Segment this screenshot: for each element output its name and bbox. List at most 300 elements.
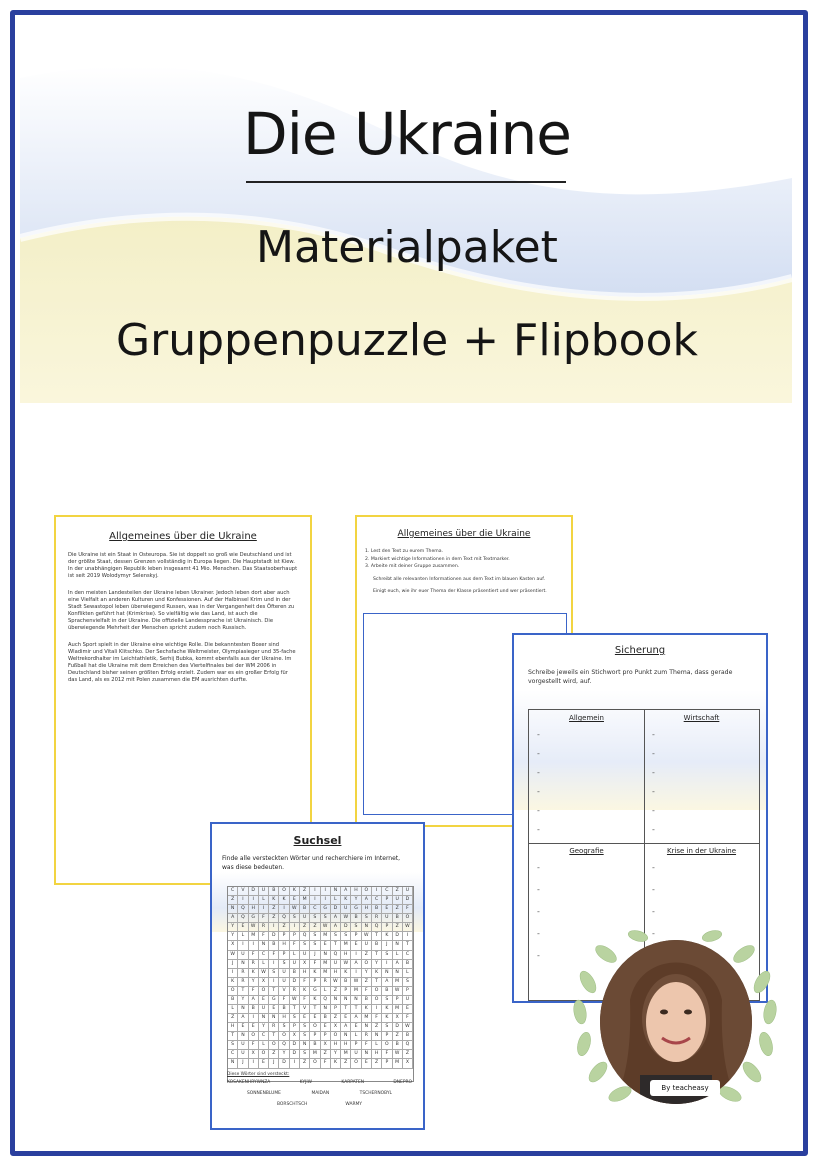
- grid-cell: D: [393, 1023, 403, 1031]
- grid-cell: D: [341, 923, 351, 931]
- grid-cell: K: [341, 969, 351, 977]
- grid-cell: M: [321, 960, 331, 968]
- grid-cell: I: [372, 887, 382, 895]
- grid-row: [228, 914, 413, 923]
- grid-cell: D: [393, 932, 403, 940]
- grid-cell: N: [372, 1032, 382, 1040]
- grid-cell: A: [341, 887, 351, 895]
- hidden-word: DNEPRO: [393, 1080, 412, 1085]
- paragraph: In den meisten Landesteilen der Ukraine leben Ukrainer. Jedoch leben dort aber auch eine Vielfalt an anderen Kulturen und Konfessionen. Auf der Halbinsel Krim und in der Stadt Sewastopol leben überwiegend Russen, was in der Vergangenheit des Öfteren zu Konflikten geführt hat (Krimkrise). So vielfältig wie das Land, ist auch die Sprachenvielfalt in der Ukraine. Die offizielle Landessprache ist Ukrainisch. Die überwiegende Mehrheit der Menschen spricht zudem noch Russisch.: [68, 590, 295, 631]
- grid-cell: E: [238, 1023, 248, 1031]
- grid-row: [228, 896, 413, 905]
- dash-bullet: -: [537, 863, 540, 872]
- dash-bullet: -: [652, 749, 655, 758]
- grid-cell: I: [238, 896, 248, 904]
- page-subtitle-2: Gruppenpuzzle + Flipbook: [116, 315, 698, 366]
- hidden-word: KARPATEN: [341, 1080, 365, 1085]
- grid-cell: S: [321, 914, 331, 922]
- grid-cell: A: [393, 960, 403, 968]
- grid-cell: X: [300, 960, 310, 968]
- grid-cell: J: [310, 951, 320, 959]
- grid-cell: C: [228, 887, 238, 895]
- grid-header: Krise in der Ukraine: [666, 847, 737, 855]
- grid-cell: Q: [321, 996, 331, 1004]
- sheet-title: Suchsel: [293, 834, 342, 847]
- grid-cell: T: [269, 1032, 279, 1040]
- grid-cell: T: [238, 987, 248, 995]
- grid-cell: B: [310, 1041, 320, 1049]
- grid-cell: P: [310, 1032, 320, 1040]
- grid-cell: V: [238, 887, 248, 895]
- instruction: Einigt euch, wie ihr euer Thema der Klasse präsentiert und wer präsentiert.: [373, 589, 547, 594]
- grid-cell: Z: [331, 987, 341, 995]
- grid-cell: O: [310, 1059, 320, 1067]
- grid-cell: Q: [279, 914, 289, 922]
- paragraph: Die Ukraine ist ein Staat in Osteuropa. Sie ist doppelt so groß wie Deutschland und ist der größte Staat, dessen Grenzen vollständig in Europa liegen. Die Hauptstadt ist Kiew. In der unabhängigen Republik leben insgesamt 41 Mio. Menschen. Das Staatsoberhaupt ist seit 2019 Wolodymyr Selenskyj.: [68, 552, 298, 579]
- dash-bullet: -: [652, 806, 655, 815]
- grid-header: Wirtschaft: [683, 714, 720, 722]
- grid-cell: J: [269, 1059, 279, 1067]
- grid-cell: H: [228, 1023, 238, 1031]
- grid-cell: S: [362, 914, 372, 922]
- grid-cell: F: [269, 951, 279, 959]
- grid-cell: P: [321, 1032, 331, 1040]
- grid-cell: N: [321, 951, 331, 959]
- grid-cell: Z: [403, 1050, 413, 1058]
- grid-cell: I: [321, 887, 331, 895]
- grid-cell: U: [403, 996, 413, 1004]
- grid-cell: M: [393, 978, 403, 986]
- grid-cell: B: [372, 941, 382, 949]
- grid-cell: K: [310, 969, 320, 977]
- grid-cell: K: [249, 969, 259, 977]
- grid-header: Geografie: [569, 847, 604, 855]
- grid-cell: Z: [269, 905, 279, 913]
- grid-cell: I: [279, 905, 289, 913]
- grid-cell: I: [269, 978, 279, 986]
- grid-cell: V: [300, 1005, 310, 1013]
- grid-cell: S: [341, 932, 351, 940]
- grid-cell: A: [249, 996, 259, 1004]
- grid-cell: F: [300, 978, 310, 986]
- grid-cell: Z: [321, 1050, 331, 1058]
- word-row: [227, 1080, 412, 1085]
- grid-cell: P: [331, 1005, 341, 1013]
- grid-cell: F: [290, 941, 300, 949]
- hidden-word: WARMY: [345, 1102, 362, 1107]
- grid-cell: C: [228, 1050, 238, 1058]
- grid-cell: H: [331, 969, 341, 977]
- grid-cell: F: [372, 1014, 382, 1022]
- grid-cell: N: [228, 1059, 238, 1067]
- grid-cell: M: [321, 969, 331, 977]
- grid-cell: F: [403, 905, 413, 913]
- grid-cell: O: [372, 987, 382, 995]
- page-subtitle: Materialpaket: [256, 222, 558, 273]
- grid-cell: D: [403, 896, 413, 904]
- grid-cell: E: [249, 1023, 259, 1031]
- grid-cell: O: [382, 1041, 392, 1049]
- grid-cell: U: [259, 1005, 269, 1013]
- grid-cell: F: [259, 914, 269, 922]
- grid-cell: W: [341, 960, 351, 968]
- grid-row: [228, 996, 413, 1005]
- grid-cell: I: [310, 887, 320, 895]
- grid-cell: C: [310, 905, 320, 913]
- grid-cell: B: [279, 1005, 289, 1013]
- word-row: [227, 1091, 412, 1096]
- grid-cell: S: [300, 1050, 310, 1058]
- grid-cell: P: [382, 896, 392, 904]
- word-search-grid: [227, 886, 414, 1082]
- hidden-word: KYJIW: [299, 1080, 313, 1085]
- grid-cell: P: [382, 1059, 392, 1067]
- grid-cell: S: [269, 969, 279, 977]
- grid-cell: Z: [393, 1032, 403, 1040]
- grid-cell: S: [290, 1014, 300, 1022]
- grid-cell: L: [238, 932, 248, 940]
- grid-cell: D: [269, 932, 279, 940]
- grid-cell: F: [279, 996, 289, 1004]
- grid-cell: Q: [331, 951, 341, 959]
- grid-cell: I: [249, 1059, 259, 1067]
- grid-row: [228, 969, 413, 978]
- dash-bullet: -: [537, 885, 540, 894]
- dash-bullet: -: [652, 885, 655, 894]
- grid-cell: L: [259, 960, 269, 968]
- grid-cell: N: [362, 1023, 372, 1031]
- grid-cell: X: [228, 941, 238, 949]
- grid-cell: G: [351, 905, 361, 913]
- grid-cell: Q: [279, 1041, 289, 1049]
- grid-cell: D: [290, 1041, 300, 1049]
- grid-cell: I: [269, 960, 279, 968]
- grid-cell: P: [382, 1032, 392, 1040]
- grid-cell: H: [249, 905, 259, 913]
- grid-cell: R: [290, 987, 300, 995]
- grid-cell: Z: [372, 1059, 382, 1067]
- grid-cell: C: [259, 951, 269, 959]
- grid-cell: B: [290, 969, 300, 977]
- grid-cell: K: [341, 896, 351, 904]
- grid-cell: L: [331, 896, 341, 904]
- grid-cell: S: [310, 941, 320, 949]
- grid-cell: E: [300, 1014, 310, 1022]
- grid-cell: I: [238, 941, 248, 949]
- grid-cell: T: [372, 951, 382, 959]
- grid-cell: U: [393, 896, 403, 904]
- grid-cell: L: [290, 951, 300, 959]
- dash-bullet: -: [652, 768, 655, 777]
- grid-cell: Z: [300, 1059, 310, 1067]
- grid-cell: F: [403, 1014, 413, 1022]
- grid-cell: E: [259, 996, 269, 1004]
- grid-cell: A: [362, 896, 372, 904]
- grid-cell: P: [393, 996, 403, 1004]
- grid-cell: H: [300, 969, 310, 977]
- sheet-title: Allgemeines über die Ukraine: [397, 529, 531, 539]
- grid-cell: I: [382, 960, 392, 968]
- sheet-instruction: Schreibe jeweils ein Stichwort pro Punkt zum Thema, dass gerade vorgestellt wird, auf.: [528, 669, 733, 685]
- grid-cell: L: [403, 969, 413, 977]
- grid-row: [228, 923, 413, 932]
- grid-cell: W: [341, 914, 351, 922]
- dash-bullet: -: [537, 806, 540, 815]
- dash-bullet: -: [537, 929, 540, 938]
- grid-cell: S: [279, 1023, 289, 1031]
- grid-cell: Z: [269, 1050, 279, 1058]
- grid-cell: I: [228, 969, 238, 977]
- grid-cell: C: [259, 1032, 269, 1040]
- grid-cell: Z: [393, 905, 403, 913]
- grid-row: [228, 1014, 413, 1023]
- grid-cell: P: [351, 932, 361, 940]
- hidden-word: KOSAKENHRYWNZA: [227, 1080, 271, 1085]
- grid-cell: T: [228, 1032, 238, 1040]
- grid-cell: C: [372, 896, 382, 904]
- grid-cell: H: [372, 1050, 382, 1058]
- grid-cell: O: [259, 1050, 269, 1058]
- grid-cell: O: [362, 887, 372, 895]
- grid-cell: N: [259, 941, 269, 949]
- grid-cell: N: [341, 996, 351, 1004]
- grid-cell: P: [382, 923, 392, 931]
- grid-cell: N: [331, 887, 341, 895]
- grid-cell: N: [238, 960, 248, 968]
- grid-cell: Z: [362, 951, 372, 959]
- grid-cell: B: [341, 978, 351, 986]
- grid-row: [228, 1005, 413, 1014]
- grid-cell: U: [351, 1050, 361, 1058]
- grid-cell: O: [351, 1059, 361, 1067]
- grid-cell: R: [259, 923, 269, 931]
- grid-cell: Y: [331, 1050, 341, 1058]
- grid-cell: B: [372, 905, 382, 913]
- grid-cell: G: [269, 996, 279, 1004]
- sheet-instruction: Finde alle versteckten Wörter und recherchiere im Internet, was diese bedeuten.: [222, 855, 401, 871]
- grid-cell: Y: [238, 996, 248, 1004]
- grid-row: [228, 905, 413, 914]
- grid-cell: L: [393, 951, 403, 959]
- grid-cell: I: [269, 923, 279, 931]
- grid-cell: S: [403, 978, 413, 986]
- grid-cell: M: [393, 1005, 403, 1013]
- grid-cell: E: [269, 1005, 279, 1013]
- dash-bullet: -: [652, 730, 655, 739]
- grid-cell: N: [393, 941, 403, 949]
- grid-row: [228, 1041, 413, 1050]
- grid-cell: X: [403, 1059, 413, 1067]
- grid-cell: I: [403, 932, 413, 940]
- grid-cell: U: [362, 941, 372, 949]
- grid-cell: Y: [351, 896, 361, 904]
- dash-bullet: -: [537, 787, 540, 796]
- grid-cell: B: [403, 1032, 413, 1040]
- grid-cell: E: [351, 941, 361, 949]
- grid-cell: I: [249, 896, 259, 904]
- grid-cell: T: [372, 978, 382, 986]
- instruction: Schreibt alle relevanten Informationen aus dem Text im blauen Kasten auf.: [373, 576, 545, 582]
- grid-cell: U: [238, 1050, 248, 1058]
- grid-cell: K: [331, 1059, 341, 1067]
- grid-cell: K: [382, 932, 392, 940]
- grid-row: [228, 1023, 413, 1032]
- grid-row: [228, 1032, 413, 1041]
- grid-cell: B: [269, 887, 279, 895]
- grid-cell: Y: [362, 969, 372, 977]
- grid-cell: R: [238, 978, 248, 986]
- grid-cell: P: [279, 932, 289, 940]
- grid-cell: O: [310, 1023, 320, 1031]
- grid-cell: B: [321, 1014, 331, 1022]
- dash-bullet: -: [537, 907, 540, 916]
- grid-cell: E: [238, 923, 248, 931]
- grid-cell: A: [382, 978, 392, 986]
- grid-cell: M: [341, 941, 351, 949]
- grid-cell: C: [382, 887, 392, 895]
- grid-cell: E: [321, 1023, 331, 1031]
- grid-cell: S: [279, 960, 289, 968]
- preview-sheet-suchsel: [210, 822, 425, 1130]
- grid-cell: I: [351, 951, 361, 959]
- grid-cell: O: [269, 1041, 279, 1049]
- grid-cell: S: [300, 1023, 310, 1031]
- grid-cell: J: [382, 941, 392, 949]
- grid-cell: H: [279, 1014, 289, 1022]
- grid-cell: S: [310, 914, 320, 922]
- grid-cell: N: [238, 1005, 248, 1013]
- grid-cell: M: [341, 1050, 351, 1058]
- grid-cell: O: [362, 960, 372, 968]
- grid-cell: I: [259, 905, 269, 913]
- dash-bullet: -: [537, 768, 540, 777]
- grid-cell: M: [300, 896, 310, 904]
- grid-cell: N: [362, 923, 372, 931]
- grid-cell: K: [382, 1005, 392, 1013]
- grid-cell: U: [300, 951, 310, 959]
- grid-cell: K: [362, 1005, 372, 1013]
- grid-cell: J: [238, 1059, 248, 1067]
- word-list: [227, 1072, 412, 1113]
- grid-cell: X: [249, 1050, 259, 1058]
- grid-cell: R: [362, 1032, 372, 1040]
- grid-cell: K: [269, 896, 279, 904]
- grid-cell: U: [331, 960, 341, 968]
- grid-cell: I: [249, 1014, 259, 1022]
- grid-cell: A: [331, 914, 341, 922]
- grid-cell: F: [259, 932, 269, 940]
- grid-cell: X: [331, 1023, 341, 1031]
- grid-cell: W: [393, 1050, 403, 1058]
- grid-cell: W: [393, 987, 403, 995]
- grid-cell: U: [279, 969, 289, 977]
- grid-cell: U: [300, 914, 310, 922]
- grid-cell: Z: [362, 978, 372, 986]
- grid-cell: Q: [238, 905, 248, 913]
- author-badge: [568, 922, 782, 1114]
- grid-cell: W: [351, 978, 361, 986]
- grid-cell: G: [249, 914, 259, 922]
- grid-cell: L: [228, 1005, 238, 1013]
- grid-cell: I: [351, 969, 361, 977]
- grid-cell: Z: [300, 923, 310, 931]
- grid-cell: K: [279, 896, 289, 904]
- list-item: 2. Markiert wichtige Informationen in dem Text mit Textmarker.: [365, 556, 510, 562]
- grid-cell: O: [249, 1032, 259, 1040]
- grid-header: Allgemein: [569, 714, 604, 722]
- grid-cell: K: [382, 1014, 392, 1022]
- grid-cell: L: [259, 1041, 269, 1049]
- grid-cell: L: [259, 896, 269, 904]
- grid-cell: E: [382, 905, 392, 913]
- grid-cell: N: [362, 1050, 372, 1058]
- grid-cell: P: [290, 1023, 300, 1031]
- grid-cell: N: [238, 1032, 248, 1040]
- grid-cell: H: [279, 941, 289, 949]
- grid-cell: T: [290, 1005, 300, 1013]
- grid-cell: H: [341, 951, 351, 959]
- grid-cell: Z: [228, 896, 238, 904]
- grid-cell: F: [382, 1050, 392, 1058]
- grid-cell: E: [341, 1014, 351, 1022]
- grid-cell: T: [310, 1005, 320, 1013]
- grid-row: [228, 1059, 413, 1068]
- grid-cell: A: [331, 923, 341, 931]
- grid-cell: O: [403, 914, 413, 922]
- grid-cell: W: [403, 923, 413, 931]
- grid-cell: S: [228, 1041, 238, 1049]
- grid-cell: F: [362, 1041, 372, 1049]
- grid-cell: Y: [279, 1050, 289, 1058]
- grid-cell: U: [238, 951, 248, 959]
- grid-cell: S: [300, 1032, 310, 1040]
- grid-row: [228, 887, 413, 896]
- grid-cell: O: [372, 996, 382, 1004]
- grid-cell: S: [351, 923, 361, 931]
- grid-cell: F: [249, 951, 259, 959]
- grid-cell: O: [331, 1032, 341, 1040]
- dash-bullet: -: [537, 749, 540, 758]
- grid-cell: M: [362, 1014, 372, 1022]
- grid-cell: P: [351, 1041, 361, 1049]
- grid-cell: F: [249, 1041, 259, 1049]
- grid-cell: M: [310, 1050, 320, 1058]
- grid-cell: U: [403, 887, 413, 895]
- grid-cell: U: [341, 905, 351, 913]
- grid-cell: D: [290, 978, 300, 986]
- grid-cell: R: [249, 960, 259, 968]
- grid-cell: B: [393, 1041, 403, 1049]
- sheet-text: [56, 552, 310, 684]
- grid-cell: D: [279, 1059, 289, 1067]
- grid-cell: D: [249, 887, 259, 895]
- paragraph: Auch Sport spielt in der Ukraine eine wichtige Rolle. Die bekanntesten Boxer sind Wladimir und Vitali Klitschko. Der Sechsfache Weltmeister, Olympiasieger und 35-fache Weltrekordhalter im Leichtathletik, Serhij Bubka, kommt ebenfalls aus der Ukraine. Im Fußball hat die Ukraine mit dem Erreichen des Viertelfinales bei der WM 2006 in Deutschland bisher seinen größten Erfolg erzielt. Zudem war es ein großer Erfolg für das Land, als es 2012 mit Polen zusammen die EM ausrichten durfte.: [68, 642, 296, 683]
- grid-cell: K: [310, 996, 320, 1004]
- grid-cell: I: [310, 896, 320, 904]
- grid-cell: W: [228, 951, 238, 959]
- grid-cell: E: [403, 1005, 413, 1013]
- grid-cell: R: [238, 969, 248, 977]
- grid-row: [228, 951, 413, 960]
- grid-cell: W: [290, 905, 300, 913]
- grid-cell: B: [403, 960, 413, 968]
- grid-cell: Y: [228, 932, 238, 940]
- author-label: By teacheasy: [650, 1080, 720, 1096]
- grid-cell: Y: [372, 960, 382, 968]
- grid-cell: R: [372, 914, 382, 922]
- hidden-word: MAIDAN: [311, 1091, 330, 1096]
- grid-cell: X: [321, 1041, 331, 1049]
